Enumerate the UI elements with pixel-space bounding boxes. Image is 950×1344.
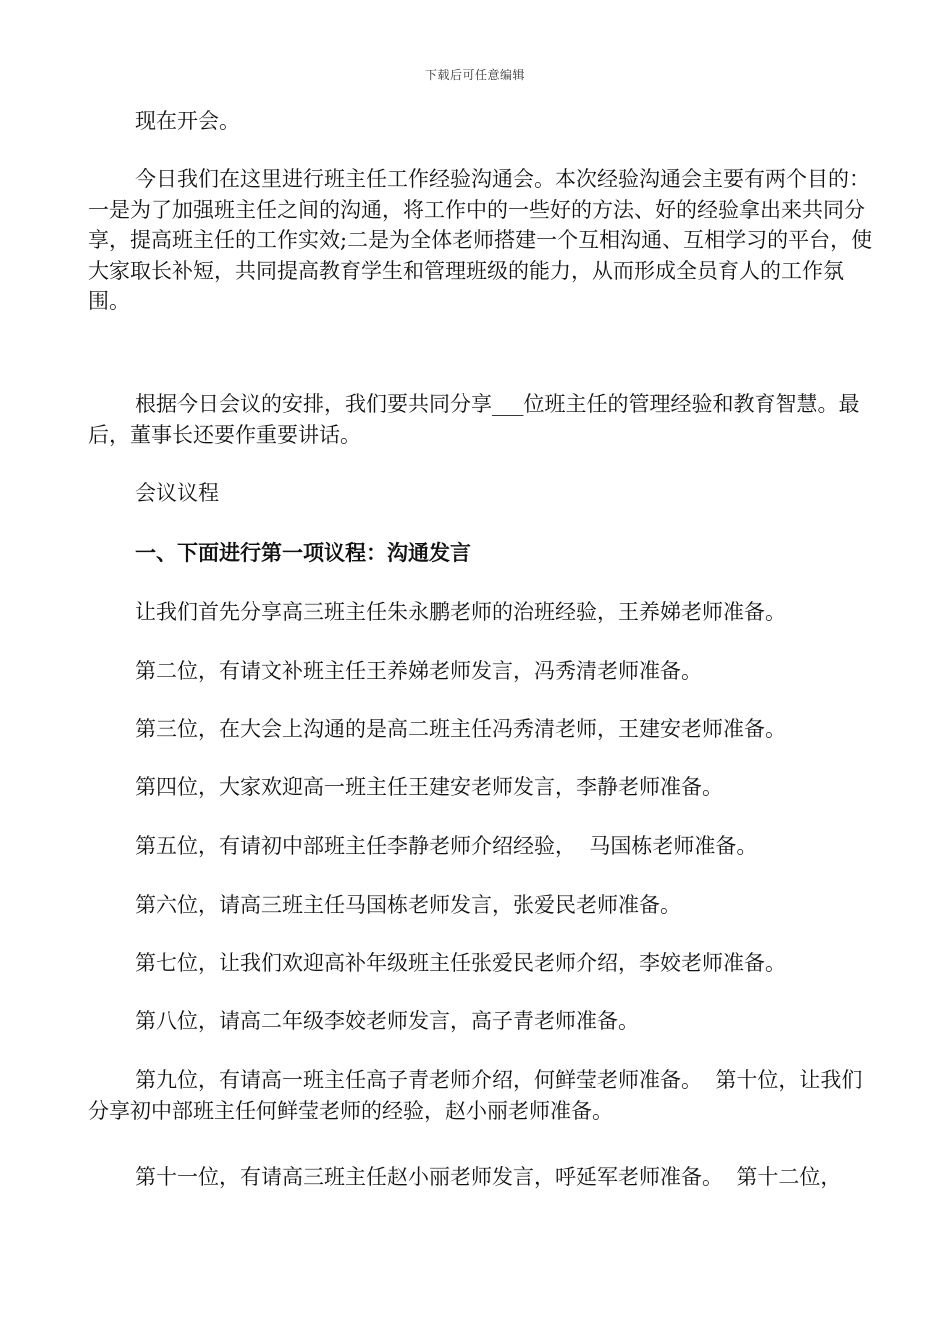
paragraph-purpose: 今日我们在这里进行班主任工作经验沟通会。本次经验沟通会主要有两个目的：一是为了加强班主任之间的沟通，将工作中的一些好的方法、好的经验拿出来共同分享，提高班主任的工作实效;二是为全体老师搭建一个互相沟通、互相学习的平台，使大家取长补短，共同提高教育学生和管理班级的能力，从而形成全员育人的工作氛围。 (88, 167, 873, 313)
paragraph-speaker-6: 第六位，请高三班主任马国栋老师发言，张爱民老师准备。 (135, 893, 681, 917)
paragraph-opening: 现在开会。 (135, 109, 240, 133)
paragraph-arrangement: 根据今日会议的安排，我们要共同分享___位班主任的管理经验和教育智慧。最后，董事长还要作重要讲话。 (88, 392, 860, 447)
paragraph-speaker-9-10: 第九位，有请高一班主任高子青老师介绍，何鲜莹老师准备。 第十位，让我们分享初中部班主任何鲜莹老师的经验，赵小丽老师准备。 (88, 1068, 863, 1123)
paragraph-speaker-4: 第四位，大家欢迎高一班主任王建安老师发言，李静老师准备。 (135, 775, 723, 799)
page-header: 下载后可任意编辑 (424, 68, 525, 82)
paragraph-agenda-title: 会议议程 (135, 481, 219, 505)
paragraph-speaker-3: 第三位，在大会上沟通的是高二班主任冯秀清老师，王建安老师准备。 (135, 717, 786, 741)
paragraph-speaker-2: 第二位，有请文补班主任王养娣老师发言，冯秀清老师准备。 (135, 659, 702, 683)
paragraph-speaker-8: 第八位，请高二年级李姣老师发言，高子青老师准备。 (135, 1009, 639, 1033)
paragraph-speaker-11-12: 第十一位，有请高三班主任赵小丽老师发言，呼延军老师准备。 第十二位， (135, 1165, 842, 1189)
paragraph-speaker-7: 第七位，让我们欢迎高补年级班主任张爱民老师介绍，李姣老师准备。 (135, 951, 786, 975)
paragraph-speaker-5: 第五位，有请初中部班主任李静老师介绍经验， 马国栋老师准备。 (135, 834, 758, 858)
paragraph-speaker-1: 让我们首先分享高三班主任朱永鹏老师的治班经验，王养娣老师准备。 (135, 600, 786, 624)
paragraph-agenda-item-1: 一、下面进行第一项议程：沟通发言 (135, 540, 471, 565)
